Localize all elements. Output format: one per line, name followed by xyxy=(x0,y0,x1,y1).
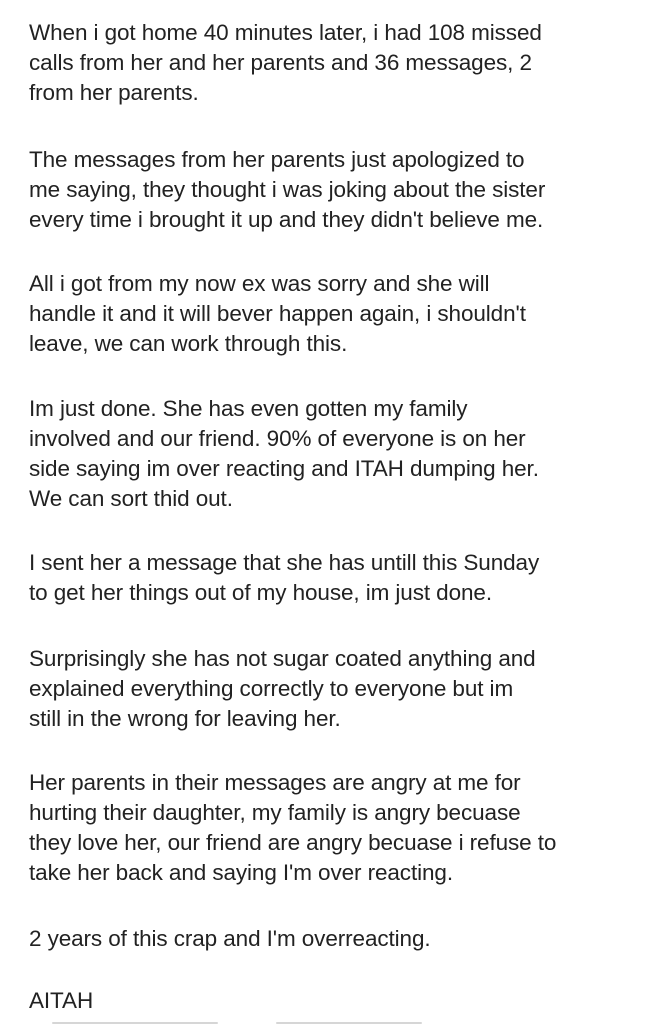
post-paragraph: Im just done. She has even gotten my family involved and our friend. 90% of everyone is on her side saying im over reacting and ITAH dumping her. We can sort thid out. xyxy=(29,396,539,511)
post-paragraph: Her parents in their messages are angry at me for hurting their daughter, my family is angry becuase they love her, our friend are angry becuase i refuse to take her back and saying I'm over reacting. xyxy=(29,770,557,885)
post-paragraph: 2 years of this crap and I'm overreacting. xyxy=(29,926,431,951)
post-paragraph: The messages from her parents just apologized to me saying, they thought i was joking about the sister every time i brought it up and they didn't believe me. xyxy=(29,147,546,232)
bottom-edge xyxy=(0,1020,655,1024)
post-paragraph: All i got from my now ex was sorry and she will handle it and it will bever happen again, i shouldn't leave, we can work through this. xyxy=(29,271,526,356)
post-paragraph: When i got home 40 minutes later, i had 108 missed calls from her and her parents and 36 messages, 2 from her parents. xyxy=(29,20,542,105)
post-paragraph: AITAH xyxy=(29,988,94,1013)
post-paragraph: I sent her a message that she has untill this Sunday to get her things out of my house, im just done. xyxy=(29,550,540,605)
post-paragraph: Surprisingly she has not sugar coated anything and explained everything correctly to everyone but im still in the wrong for leaving her. xyxy=(29,646,536,731)
